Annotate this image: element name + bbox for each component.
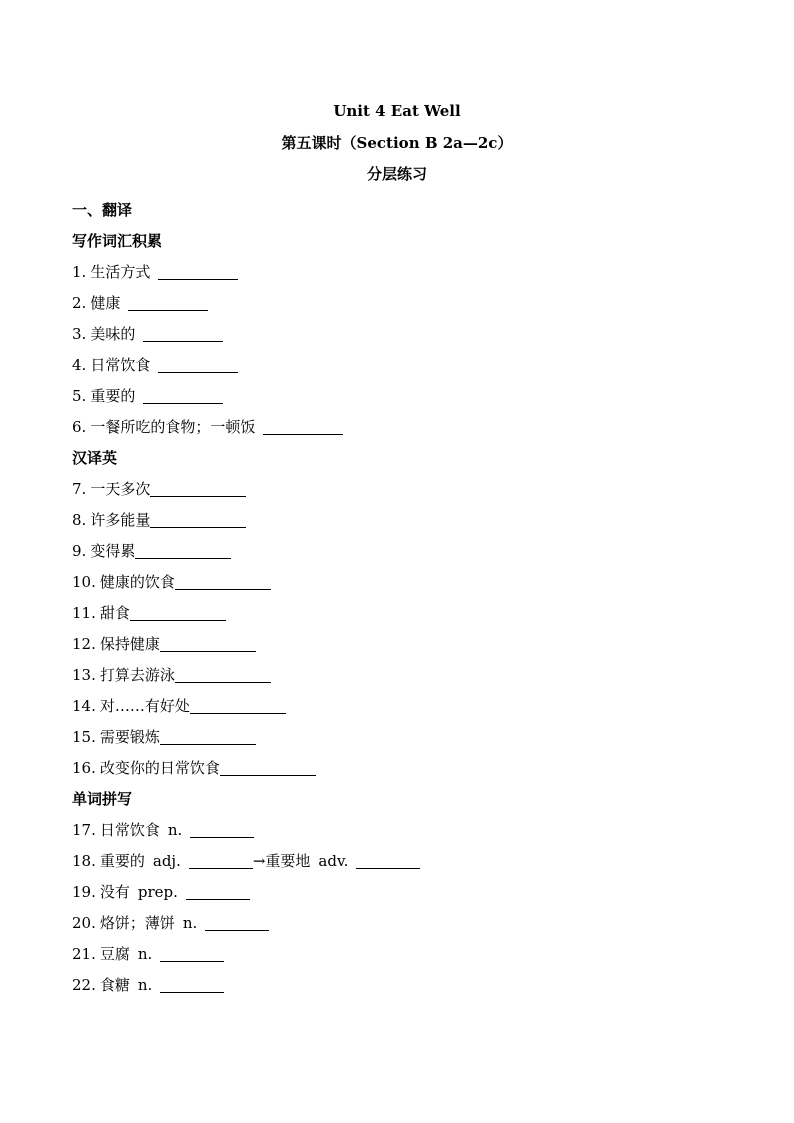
item-prompt: 一餐所吃的食物；一顿饭 (90, 418, 256, 436)
answer-blank[interactable] (263, 433, 343, 435)
answer-blank-2[interactable] (356, 867, 420, 869)
exercise-item (72, 691, 722, 722)
item-number: 13. (72, 666, 96, 684)
answer-blank[interactable] (160, 960, 224, 962)
answer-blank[interactable] (190, 836, 254, 838)
item-number: 10. (72, 573, 96, 591)
part-of-speech: n. (167, 821, 183, 839)
exercise-item (72, 505, 722, 536)
part-of-speech: adj. (152, 852, 181, 870)
exercise-item (72, 474, 722, 505)
exercise-item (72, 815, 722, 846)
answer-blank[interactable] (189, 867, 253, 869)
item-prompt: 对……有好处 (99, 697, 190, 715)
item-prompt: 没有 (99, 883, 130, 901)
answer-blank[interactable] (143, 340, 223, 342)
item-number: 8. (72, 511, 87, 529)
item-number: 20. (72, 914, 96, 932)
answer-blank[interactable] (175, 588, 271, 590)
item-number: 4. (72, 356, 87, 374)
exercise-item (72, 567, 722, 598)
answer-blank[interactable] (220, 774, 316, 776)
item-prompt: 食糖 (99, 976, 130, 994)
item-number: 22. (72, 976, 96, 994)
item-prompt: 日常饮食 (99, 821, 160, 839)
item-prompt: 重要的 (99, 852, 145, 870)
exercise-item (72, 970, 722, 1001)
item-prompt: 打算去游泳 (99, 666, 175, 684)
section-heading-translation: 一、翻译 (72, 201, 133, 219)
answer-blank[interactable] (186, 898, 250, 900)
item-prompt: 需要锻炼 (99, 728, 160, 746)
item-number: 14. (72, 697, 96, 715)
item-prompt: 豆腐 (99, 945, 130, 963)
part-of-speech: prep. (137, 883, 178, 901)
item-number: 5. (72, 387, 87, 405)
answer-blank[interactable] (160, 650, 256, 652)
exercise-item (72, 350, 722, 381)
exercise-item (72, 319, 722, 350)
item-prompt: 一天多次 (90, 480, 151, 498)
part-heading-vocabulary: 写作词汇积累 (72, 232, 163, 250)
item-number: 2. (72, 294, 87, 312)
item-number: 17. (72, 821, 96, 839)
item-prompt: 健康的饮食 (99, 573, 175, 591)
item-number: 7. (72, 480, 87, 498)
item-number: 11. (72, 604, 96, 622)
answer-blank[interactable] (205, 929, 269, 931)
part-of-speech-2: adv. (318, 852, 349, 870)
exercise-item (72, 722, 722, 753)
part-heading-spelling: 单词拼写 (72, 790, 133, 808)
item-prompt: 改变你的日常饮食 (99, 759, 220, 777)
item-number: 19. (72, 883, 96, 901)
exercise-item (72, 908, 722, 939)
part-heading-chinese-to-english: 汉译英 (72, 449, 118, 467)
item-number: 21. (72, 945, 96, 963)
item-prompt: 生活方式 (90, 263, 151, 281)
arrow-prompt: →重要地 (252, 852, 311, 870)
item-number: 6. (72, 418, 87, 436)
answer-blank[interactable] (135, 557, 231, 559)
exercise-item (72, 381, 722, 412)
exercise-item (72, 536, 722, 567)
part-of-speech: n. (137, 976, 153, 994)
exercise-item (72, 877, 722, 908)
item-prompt: 许多能量 (90, 511, 151, 529)
exercise-item (72, 598, 722, 629)
answer-blank[interactable] (158, 278, 238, 280)
exercise-item (72, 257, 722, 288)
exercise-item (72, 939, 722, 970)
exercise-item (72, 753, 722, 784)
lesson-title: 第五课时（Section B 2a—2c） (281, 134, 513, 152)
item-number: 12. (72, 635, 96, 653)
answer-blank[interactable] (150, 526, 246, 528)
answer-blank[interactable] (130, 619, 226, 621)
exercise-content (72, 195, 722, 1001)
part-of-speech: n. (182, 914, 198, 932)
item-prompt: 保持健康 (99, 635, 160, 653)
item-prompt: 健康 (90, 294, 121, 312)
answer-blank[interactable] (190, 712, 286, 714)
exercise-item (72, 846, 722, 877)
item-number: 3. (72, 325, 87, 343)
item-prompt: 变得累 (90, 542, 136, 560)
unit-title: Unit 4 Eat Well (333, 102, 461, 120)
item-number: 9. (72, 542, 87, 560)
exercise-item (72, 629, 722, 660)
exercise-item (72, 288, 722, 319)
item-prompt: 甜食 (99, 604, 130, 622)
item-prompt: 美味的 (90, 325, 136, 343)
answer-blank[interactable] (158, 371, 238, 373)
answer-blank[interactable] (128, 309, 208, 311)
answer-blank[interactable] (150, 495, 246, 497)
part-of-speech: n. (137, 945, 153, 963)
item-number: 15. (72, 728, 96, 746)
item-number: 1. (72, 263, 87, 281)
answer-blank[interactable] (175, 681, 271, 683)
item-prompt: 日常饮食 (90, 356, 151, 374)
answer-blank[interactable] (160, 991, 224, 993)
answer-blank[interactable] (160, 743, 256, 745)
exercise-item (72, 412, 722, 443)
item-number: 18. (72, 852, 96, 870)
exercise-item (72, 660, 722, 691)
worksheet-subtitle: 分层练习 (366, 165, 427, 183)
item-prompt: 重要的 (90, 387, 136, 405)
answer-blank[interactable] (143, 402, 223, 404)
item-prompt: 烙饼；薄饼 (99, 914, 175, 932)
item-number: 16. (72, 759, 96, 777)
